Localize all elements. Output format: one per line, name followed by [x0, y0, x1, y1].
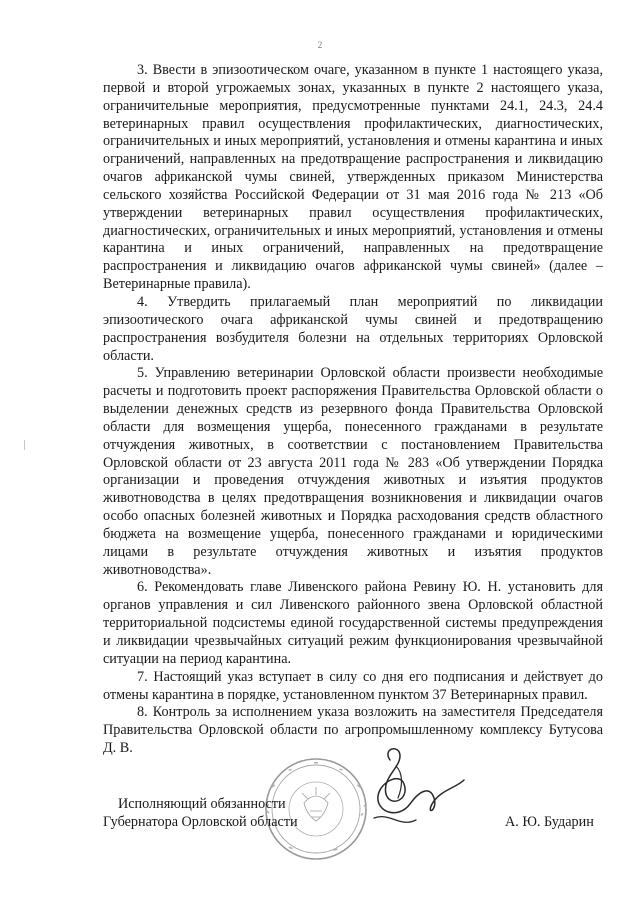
paragraph-6: 6. Рекомендовать главе Ливенского района Ревину Ю. Н. установить для органов управления и сил Ливенского районного звена Орловской областной территориальной подсистемы единой государственной системы предупреждения и ликвидации чрезвычайных ситуаций режим функционирования чрезвычайной ситуации на период карантина. — [103, 579, 603, 667]
paragraph-5: 5. Управлению ветеринарии Орловской области произвести необходимые расчеты и подготовить проект распоряжения Правительства Орловской области о выделении денежных средств из резервного фонда Правительства Орловской области для возмещения ущерба, понесенного гражданами в результате отчуждения животных, в соответствии с постановлением Правительства Орловской области от 23 августа 2011 года № 283 «Об утверждении Порядка организации и проведения отчуждения животных и изъятия продуктов животноводства в целях предотвращения возникновения и ликвидации очагов особо опасных болезней животных и Порядка расходования средств областного бюджета на возмещение ущерба, понесенного гражданами и юридическими лицами в результате отчуждения животных и изъятия продуктов животноводства». — [103, 365, 603, 578]
paragraph-4: 4. Утвердить прилагаемый план мероприятий по ликвидации эпизоотического очага африканской чумы свиней и предотвращению распространения возбудителя болезни на отдельных территориях Орловской области. — [103, 293, 603, 364]
signatory-name: А. Ю. Бударин — [505, 814, 594, 830]
paragraph-3: 3. Ввести в эпизоотическом очаге, указанном в пункте 1 настоящего указа, первой и второй угрожаемых зонах, указанных в пункте 2 настоящего указа, ограничительные мероприятия, предусмотренные пунктами 24.1, 24.3, 24.4 ветеринарных правил осуществления профилактических, диагностических, ограничительных и иных мероприятий, установления и отмены карантина и иных ограничений, направленных на предотвращение распространения и ликвидацию очагов африканской чумы свиней, утвержденных приказом Министерства сельского хозяйства Российской Федерации от 31 мая 2016 года № 213 «Об утверждении ветеринарных правил осуществления профилактических, диагностических, ограничительных и иных мероприятий, установления и отмены карантина и иных ограничений, направленных на предотвращение распространения и ликвидацию очагов африканской чумы свиней» (далее – Ветеринарные правила). — [103, 62, 603, 293]
page-number: 2 — [317, 40, 323, 50]
paragraph-8: 8. Контроль за исполнением указа возложить на заместителя Председателя Правительства Орловской области по агропромышленному комплексу Бутусова Д. В. — [103, 704, 603, 757]
signatory-position-line1: Исполняющий обязанности — [118, 796, 286, 812]
handwritten-signature-icon — [360, 738, 470, 838]
paragraph-7: 7. Настоящий указ вступает в силу со дня его подписания и действует до отмены карантина в порядке, установленном пунктом 37 Ветеринарных правил. — [103, 668, 603, 703]
signatory-position-line2: Губернатора Орловской области — [103, 814, 298, 830]
